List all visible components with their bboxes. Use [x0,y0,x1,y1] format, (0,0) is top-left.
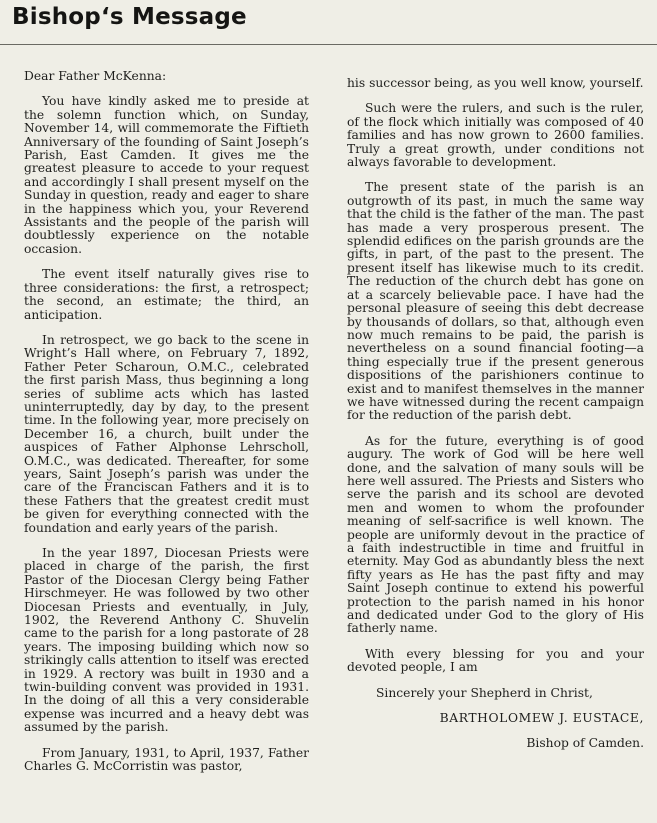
letter-paragraph: The event itself naturally gives rise to three considerations: the first, a retrospect; the second, an estimate; the third, an anticipation. [24,267,309,322]
letter-paragraph: With every blessing for you and your devoted people, I am [347,646,644,675]
letter-paragraph: In retrospect, we go back to the scene in Wright’s Hall where, on February 7, 1892, Father Peter Scharoun, O.M.C., celebrated the first parish Mass, thus beginning a long series of sublime acts which has lasted uninterruptedly, day by day, to the present time. In the following year, more precisely on December 16, a church, built under the auspices of Father Alphonse Lehrscholl, O.M.C., was dedicated. Thereafter, for some years, Saint Joseph’s parish was under the care of the Franciscan Fathers and it is to these Fathers that the greatest credit must be given for everything connected with the foundation and early years of the parish. [24,332,309,535]
letter-paragraph: You have kindly asked me to preside at the solemn function which, on Sunday, November 14, will commemorate the Fiftieth Anniversary of the founding of Saint Joseph’s Parish, East Camden. It gives me the greatest pleasure to accede to your request and accordingly I shall present myself on the Sunday in question, ready and eager to share in the happiness which you, your Reverend Assistants and the people of the parish will doubtlessly experience on the notable occasion. [24,94,309,256]
letter-column-left [24,70,309,774]
letter-paragraph: As for the future, everything is of good augury. The work of God will be here well done, and the salvation of many souls will be here well assured. The Priests and Sisters who serve the parish and its school are devoted men and women to whom the profounder meaning of self-sacrifice is well known. The people are uniformly devout in the practice of a faith indestructible in time and fruitful in eternity. May God as abundantly bless the next fifty years as He has the past fifty and may Saint Joseph continue to extend his powerful protection to the parish named in his honor and dedicated under God to the glory of His fatherly name. [347,433,644,636]
letter-closing-block [347,687,644,751]
letter-paragraph: In the year 1897, Diocesan Priests were placed in charge of the parish, the first Pastor of the Diocesan Clergy being Father Hirschmeyer. He was followed by two other Diocesan Priests and eventually, in July, 1902, the Reverend Anthony C. Shuvelin came to the parish for a long pastorate of 28 years. The imposing building which now so strikingly calls attention to itself was erected in 1929. A rectory was built in 1930 and a twin-building convent was provided in 1931. In the doing of all this a very considerable expense was incurred and a heavy debt was assumed by the parish. [24,546,309,735]
letter-paragraph-continued: his successor being, as you well know, yourself. [347,76,644,90]
letter-paragraph: Such were the rulers, and such is the ruler, of the flock which initially was composed of 40 families and has now grown to 2600 families. Truly a great growth, under conditions not always favorable to development. [347,101,644,170]
title-divider [0,44,657,45]
letter-paragraph: From January, 1931, to April, 1937, Father Charles G. McCorristin was pastor, [24,745,309,774]
letter-signature-title: Bishop of Camden. [526,736,644,751]
letter-closing: Sincerely your Shepherd in Christ, [376,685,593,700]
letter-salutation: Dear Father McKenna: [24,69,167,83]
letter-column-right [347,77,644,763]
page-title: Bishop‘s Message [12,4,247,30]
letter-paragraph: The present state of the parish is an outgrowth of its past, in much the same way that the child is the father of the man. The past has made a very prosperous present. The splendid edifices on the parish grounds are the gifts, in part, of the past to the present. The present itself has likewise much to its credit. The reduction of the church debt has gone on at a scarcely believable pace. I have had the personal pleasure of seeing this debt decrease by thousands of dollars, so that, although even now much remains to be paid, the parish is nevertheless on a sound financial footing—a thing especially true if the present generous dispositions of the parishioners continue to exist and to manifest themselves in the manner we have witnessed during the recent campaign for the reduction of the parish debt. [347,180,644,423]
letter-signature: BARTHOLOMEW J. EUSTACE, [439,711,644,726]
